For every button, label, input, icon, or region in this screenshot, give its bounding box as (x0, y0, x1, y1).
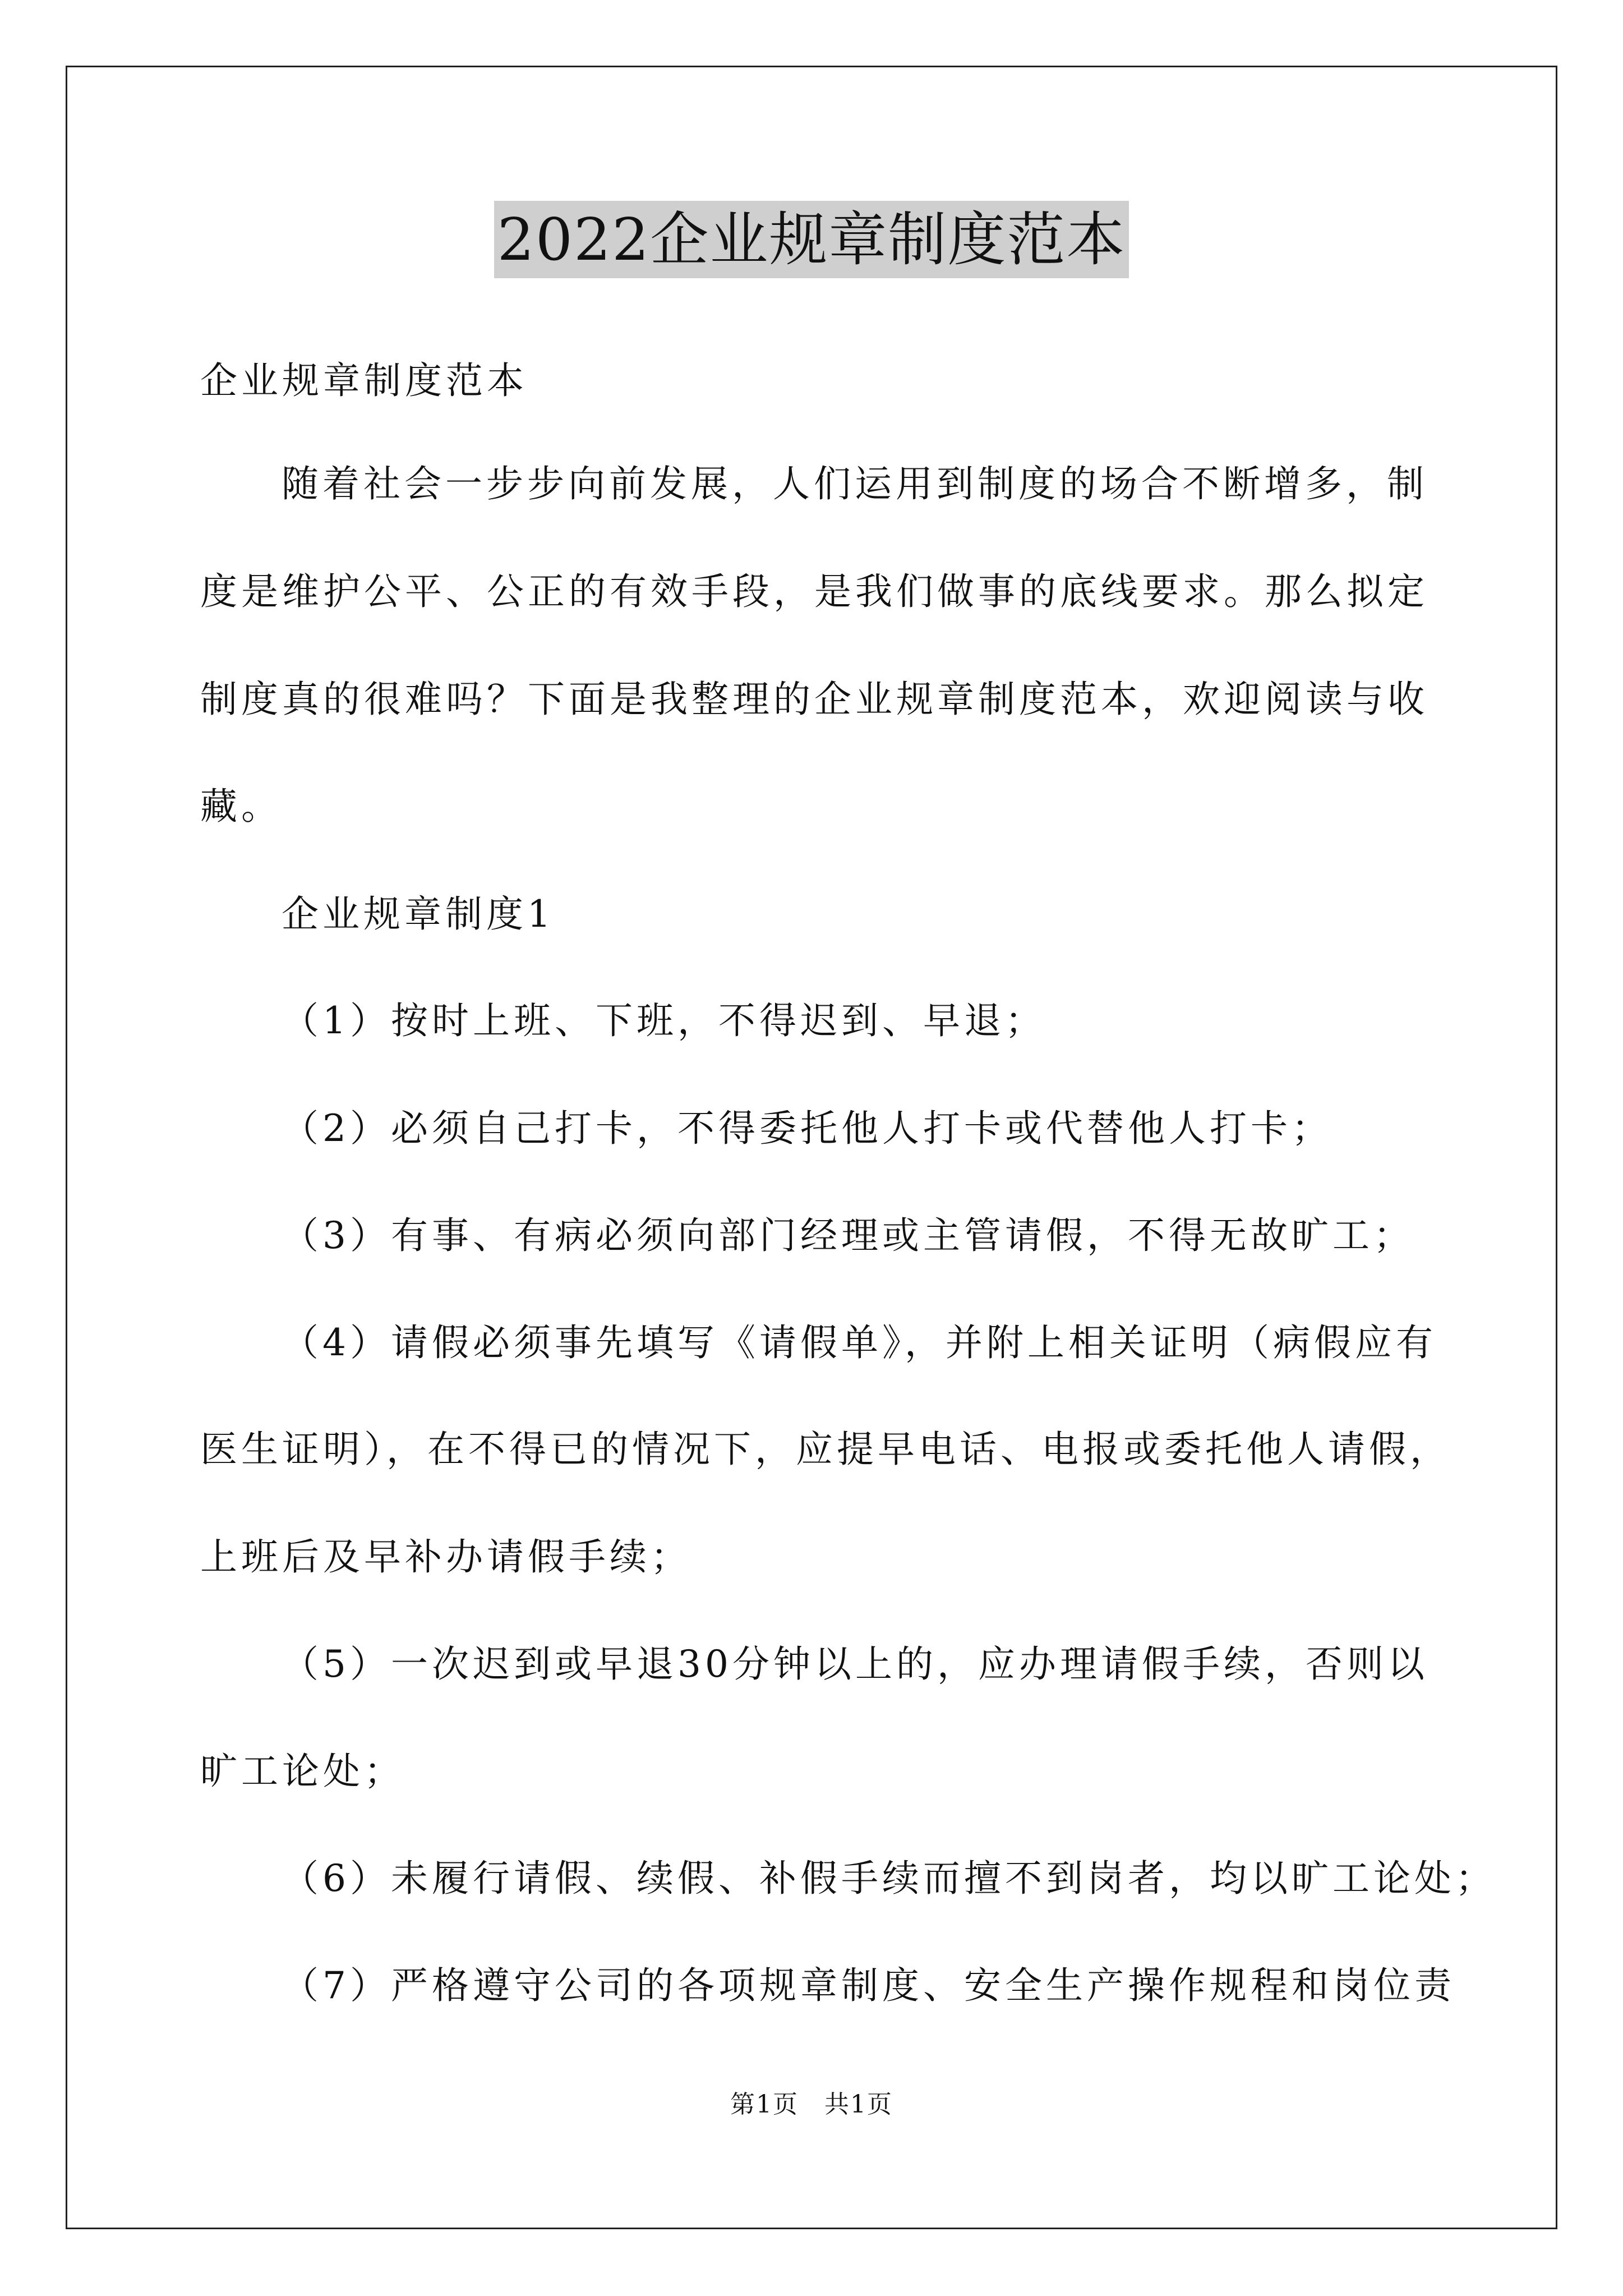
rule-item: （3）有事、有病必须向部门经理或主管请假，不得无故旷工； (282, 1214, 1414, 1257)
rule-item-continued: 旷工论处； (200, 1750, 405, 1793)
rule-item: （2）必须自己打卡，不得委托他人打卡或代替他人打卡； (282, 1107, 1332, 1150)
page-number-footer: 第1页 共1页 (730, 2090, 893, 2119)
document-subtitle: 企业规章制度范本 (200, 359, 528, 402)
paragraph-line: 藏。 (200, 785, 282, 828)
rule-item: （5）一次迟到或早退30分钟以上的，应办理请假手续，否则以 (282, 1642, 1428, 1686)
rule-item-continued: 上班后及早补办请假手续； (200, 1535, 691, 1579)
title-container (0, 201, 1623, 278)
rule-item: （4）请假必须事先填写《请假单》，并附上相关证明（病假应有 (282, 1321, 1437, 1364)
paragraph-line: 度是维护公平、公正的有效手段，是我们做事的底线要求。那么拟定 (200, 570, 1428, 613)
rule-item: （6）未履行请假、续假、补假手续而擅不到岗者，均以旷工论处； (282, 1857, 1496, 1900)
paragraph-line: 随着社会一步步向前发展，人们运用到制度的场合不断增多，制 (282, 462, 1428, 505)
section-heading: 企业规章制度1 (282, 892, 555, 936)
document-title: 2022企业规章制度范本 (494, 201, 1129, 278)
rule-item-continued: 医生证明），在不得已的情况下，应提早电话、电报或委托他人请假， (200, 1428, 1451, 1471)
rule-item: （1）按时上班、下班，不得迟到、早退； (282, 999, 1046, 1042)
rule-item: （7）严格遵守公司的各项规章制度、安全生产操作规程和岗位责 (282, 1964, 1455, 2007)
paragraph-line: 制度真的很难吗？下面是我整理的企业规章制度范本，欢迎阅读与收 (200, 678, 1428, 721)
